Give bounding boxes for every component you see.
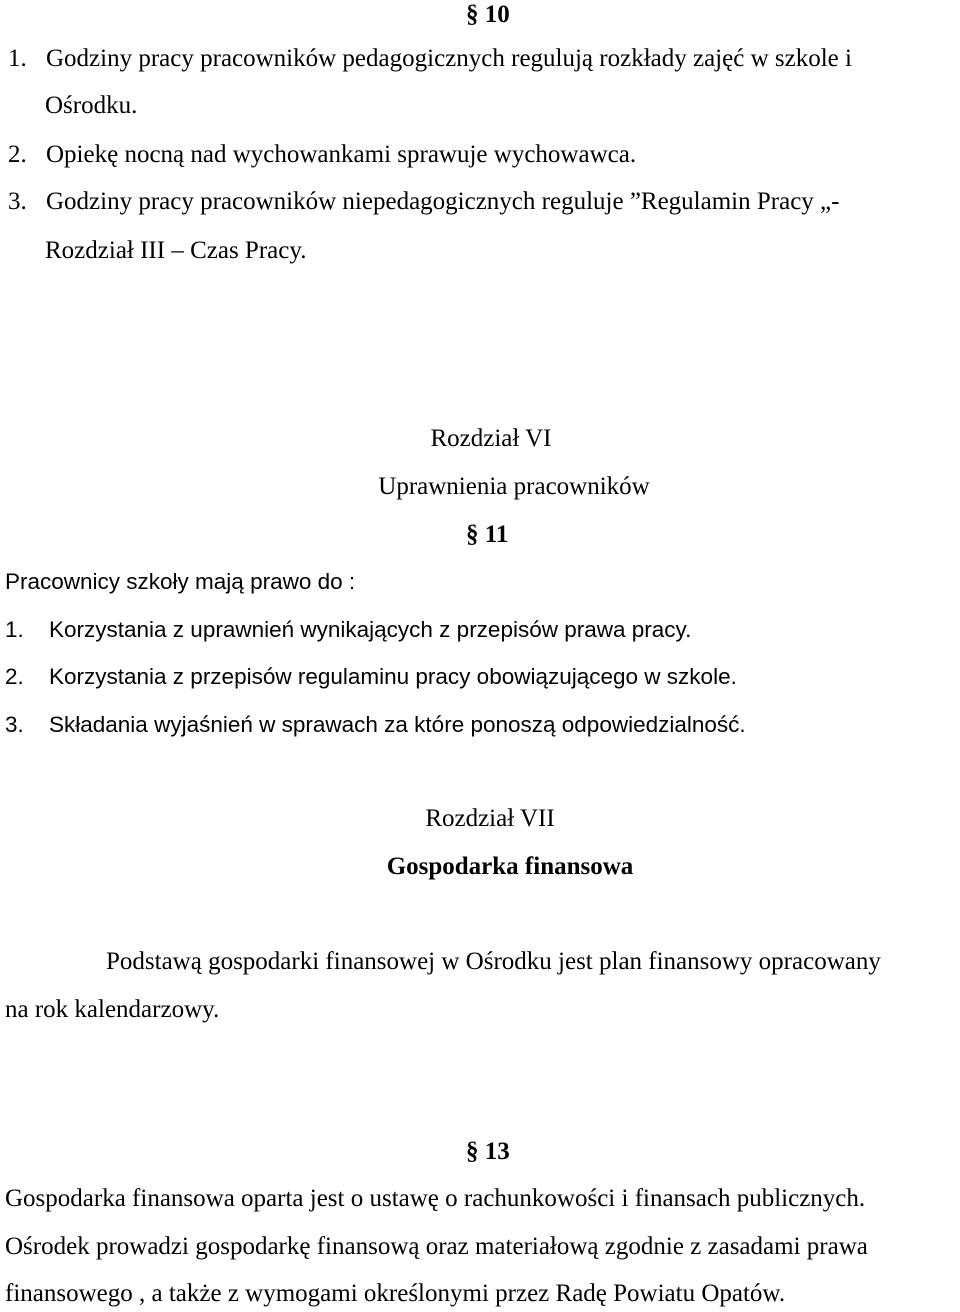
chapter-6-item-3 <box>5 710 746 740</box>
chapter-7-paragraph-line-1: Podstawą gospodarki finansowej w Ośrodku jest plan finansowy opracowany <box>106 948 881 975</box>
section-10-item-3-line-1 <box>8 187 839 217</box>
chapter-6-item-2 <box>5 662 737 692</box>
item-text: Godziny pracy pracowników niepedagogicznych reguluje ”Regulamin Pracy „- <box>46 188 840 215</box>
section-13-sign: § 13 <box>466 1138 510 1165</box>
chapter-7-title: Rozdział VII <box>425 805 555 832</box>
chapter-6-subtitle: Uprawnienia pracowników <box>378 473 650 500</box>
item-number: 3. <box>8 188 27 215</box>
section-11-sign: § 11 <box>466 521 509 548</box>
section-10-item-1-line-1 <box>8 44 852 74</box>
item-text: Korzystania z przepisów regulaminu pracy obowiązującego w szkole. <box>49 664 737 689</box>
section-13-line-3: finansowego , a także z wymogami określonymi przez Radę Powiatu Opatów. <box>5 1280 786 1307</box>
item-number: 2. <box>5 664 24 689</box>
section-10-item-1-line-2: Ośrodku. <box>45 92 138 119</box>
chapter-7-subtitle: Gospodarka finansowa <box>386 853 634 880</box>
item-text: Opiekę nocną nad wychowankami sprawuje wychowawca. <box>46 141 637 168</box>
section-13-line-2: Ośrodek prowadzi gospodarkę finansową oraz materiałową zgodnie z zasadami prawa <box>5 1233 868 1260</box>
item-number: 1. <box>8 45 27 72</box>
section-13-line-1: Gospodarka finansowa oparta jest o ustawę o rachunkowości i finansach publicznych. <box>5 1185 866 1212</box>
chapter-6-title: Rozdział VI <box>430 425 552 452</box>
chapter-6-item-1 <box>5 615 691 645</box>
item-number: 1. <box>5 617 24 642</box>
item-text: Korzystania z uprawnień wynikających z przepisów prawa pracy. <box>49 617 692 642</box>
section-10-item-2 <box>8 140 636 170</box>
item-text: Godziny pracy pracowników pedagogicznych regulują rozkłady zajęć w szkole i <box>46 45 852 72</box>
item-number: 3. <box>5 712 24 737</box>
section-10-item-3-line-2: Rozdział III – Czas Pracy. <box>45 237 307 264</box>
item-number: 2. <box>8 141 27 168</box>
chapter-6-intro: Pracownicy szkoły mają prawo do : <box>5 569 356 594</box>
chapter-7-paragraph-line-2: na rok kalendarzowy. <box>5 996 220 1023</box>
item-text: Składania wyjaśnień w sprawach za które ponoszą odpowiedzialność. <box>49 712 746 737</box>
section-10-sign: § 10 <box>466 1 510 28</box>
